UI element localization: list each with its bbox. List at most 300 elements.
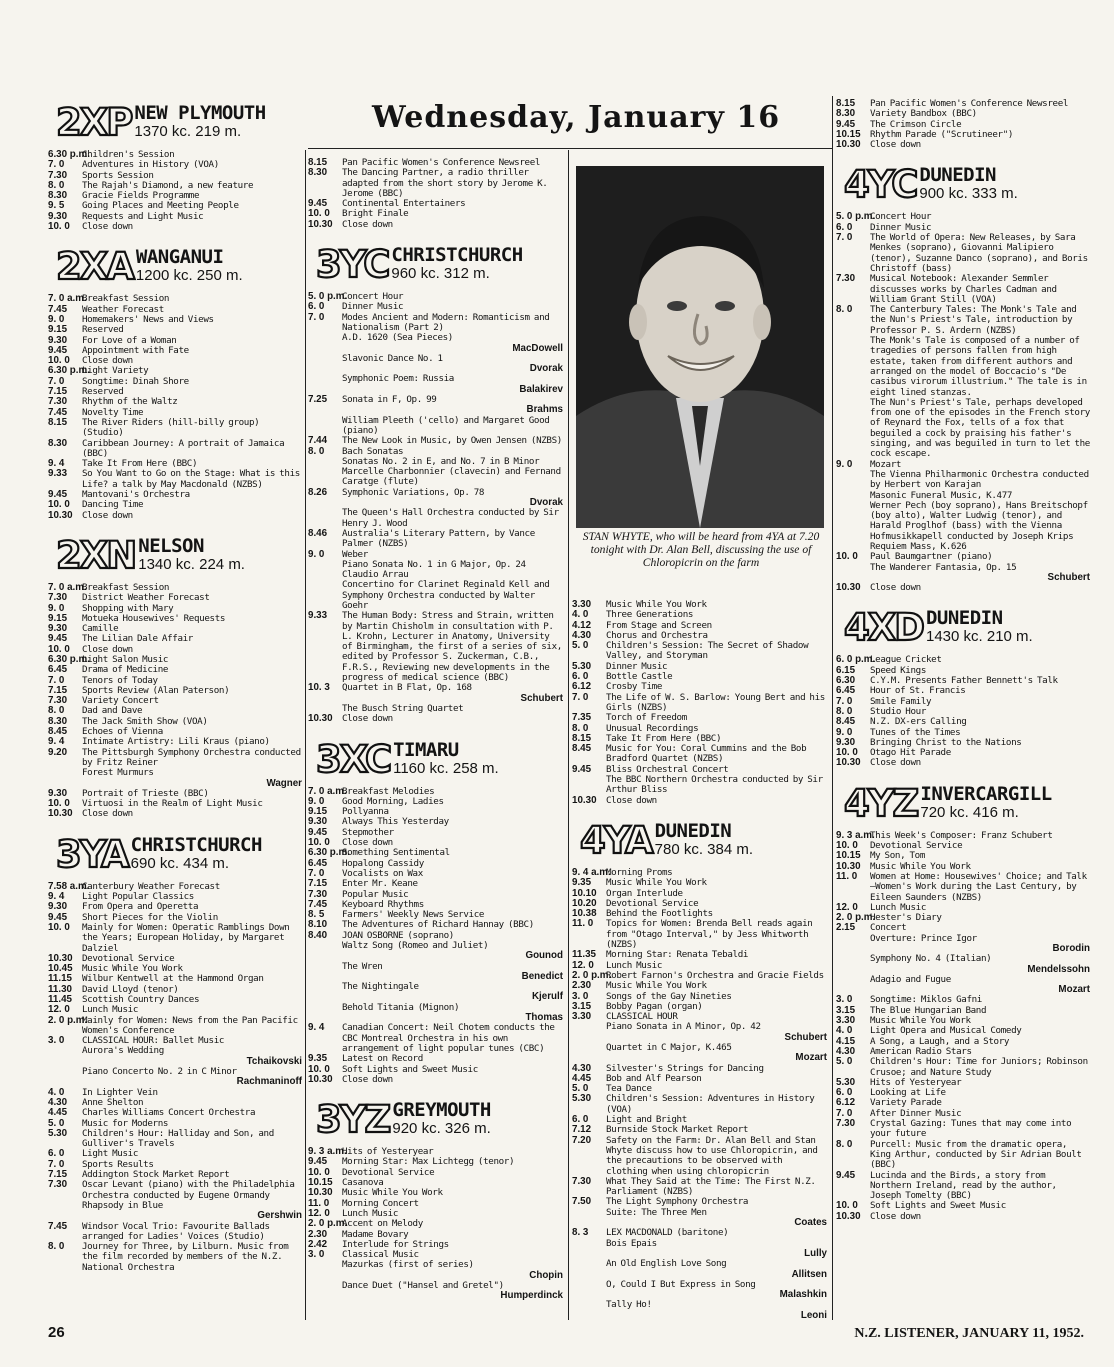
programme-title: Soft Lights and Sweet Music	[342, 1063, 478, 1075]
programme-time: 3. 0	[308, 1249, 325, 1261]
programme-title: Bob and Alf Pearson	[606, 1072, 702, 1084]
programme-entry	[836, 758, 1090, 768]
programme-time: 9.30	[48, 210, 68, 222]
programme-title: Otago Hit Parade	[870, 747, 951, 759]
programme-time	[836, 934, 870, 944]
programme-time	[308, 416, 342, 437]
programme-time: 9. 4	[308, 1022, 325, 1034]
programme-time: 7.35	[572, 712, 592, 724]
programme-time: 6.15	[836, 664, 856, 676]
programme-time	[836, 491, 870, 501]
station-callsign: 4YZ	[844, 781, 918, 825]
programme-time	[48, 1201, 82, 1211]
station-city: GREYMOUTH	[392, 1099, 491, 1122]
spacer	[308, 725, 563, 733]
programme-title: Silvester's Strings for Dancing	[606, 1062, 764, 1074]
programme-title: Tunes of the Times	[870, 726, 961, 738]
programme-time: 7.30	[48, 1179, 68, 1191]
programme-title: CLASSICAL HOUR: Ballet Music	[82, 1035, 225, 1047]
programme-entry	[308, 1219, 563, 1229]
programme-time: 8. 3	[572, 1227, 589, 1239]
programme-time: 8. 0	[836, 1138, 853, 1150]
station-city: DUNEDIN	[654, 819, 732, 842]
programme-time: 10. 0	[836, 747, 858, 759]
spacer	[308, 230, 563, 238]
spacer	[308, 1085, 563, 1093]
programme-title: Slavonic Dance No. 1	[342, 352, 443, 364]
programme-title: Variety Concert	[82, 695, 159, 707]
programme-entry	[308, 714, 563, 724]
programme-time: 8.30	[836, 108, 856, 120]
programme-entry	[572, 1300, 827, 1310]
programme-title: Light Variety	[82, 365, 149, 377]
programme-title: Piano Sonata No. 1 in G Major, Op. 24 Claudio Arrau	[342, 558, 526, 581]
composer: Lully	[804, 1247, 827, 1259]
programme-time: 11. 0	[572, 918, 594, 930]
programme-title: Hour of St. Francis	[870, 685, 966, 697]
station-frequency: 1370 kc. 219 m.	[134, 123, 242, 140]
spacer	[308, 1302, 563, 1310]
programme-title: Farmers' Weekly News Service	[342, 909, 485, 921]
station-callsign: 4XD	[844, 606, 923, 650]
programme-title: Close down	[82, 509, 133, 521]
programme-time: 10. 0	[308, 837, 330, 849]
portrait-image	[576, 166, 824, 528]
programme-time: 10. 0	[836, 551, 858, 563]
programme-title: Light Music	[82, 1148, 138, 1160]
programme-entry	[572, 919, 827, 950]
programme-entry	[836, 1140, 1090, 1171]
page-number: 26	[48, 1324, 65, 1341]
programme-title: David Lloyd (tenor)	[82, 983, 179, 995]
programme-title: Piano Concerto No. 2 in C Minor	[82, 1066, 237, 1078]
programme-time: 9.45	[572, 763, 592, 775]
page-footer: N.Z. LISTENER, JANUARY 11, 1952.	[854, 1326, 1084, 1341]
programme-title: Adagio and Fugue	[870, 973, 951, 985]
programme-title: O, Could I But Express in Song	[606, 1278, 756, 1290]
programme-time: 6. 0 p.m.	[836, 654, 876, 666]
programme-time: 6.45	[308, 857, 328, 869]
programme-entry	[572, 1177, 827, 1198]
programme-title: Bobby Pagan (organ)	[606, 1000, 703, 1012]
programme-title: From Stage and Screen	[606, 619, 712, 631]
programme-time: 10.30	[308, 713, 333, 725]
programme-title: Going Places and Meeting People	[82, 200, 239, 212]
programme-time	[308, 560, 342, 581]
programme-title: Crosby Time	[606, 681, 662, 693]
programme-time: 9.30	[48, 787, 68, 799]
programme-title: The Monk's Tale is composed of a number of tragedies of persons fallen from high estate, taken from different authors and arranged on the model of Boccacio's "De casibus virorum illustrium." The tale is in eight lined stanzas.	[870, 335, 1087, 398]
programme-title: The Rajah's Diamond, a new feature	[82, 179, 254, 191]
station-block	[836, 164, 1090, 601]
station-details	[919, 166, 1017, 202]
programme-time: 11.30	[48, 983, 72, 995]
programme-title: Topics for Women: Brenda Bell reads again from "Otago Interval," by Jess Whitworth (NZBS)	[606, 918, 813, 951]
station-frequency: 1160 kc. 258 m.	[393, 759, 499, 777]
programme-time: 9. 4	[48, 736, 65, 748]
programme-time: 7.15	[48, 684, 68, 696]
programme-title: Vocalists on Wax	[342, 867, 423, 879]
programme-entry	[308, 1023, 563, 1054]
programme-title: Hester's Diary	[870, 912, 942, 924]
programme-entry	[308, 395, 563, 405]
programme-time: 9.30	[48, 623, 68, 635]
programme-title: Sports Review (Alan Paterson)	[82, 684, 230, 696]
station-callsign: 2XN	[56, 533, 136, 577]
programme-title: A Song, a Laugh, and a Story	[870, 1035, 1010, 1047]
programme-time: 8.45	[572, 743, 592, 755]
station-header	[56, 101, 302, 144]
programme-title: Popular Music	[342, 888, 409, 900]
programme-title: Madame Bovary	[342, 1228, 409, 1240]
programme-title: Intimate Artistry: Lili Kraus (piano)	[82, 736, 270, 748]
programme-title: Songtime: Miklos Gafni	[870, 994, 982, 1006]
programme-title: Bottle Castle	[606, 671, 673, 683]
programme-entry	[308, 580, 563, 611]
composer: Gershwin	[257, 1210, 302, 1222]
programme-title: Children's Session	[82, 149, 175, 160]
station-header	[580, 818, 827, 862]
spacer	[48, 1273, 302, 1281]
programme-time: 10.30	[308, 1187, 333, 1199]
programme-time: 5. 0	[572, 1083, 589, 1095]
programme-time: 10.10	[572, 887, 597, 899]
station-callsign: 4YC	[844, 163, 917, 207]
programme-time: 9.30	[48, 334, 68, 346]
programme-title: Bach Sonatas	[342, 445, 404, 457]
programme-title: Something Sentimental	[342, 847, 450, 859]
station-header	[316, 1098, 563, 1142]
programme-time: 7. 0	[308, 867, 325, 879]
station-city: WANGANUI	[135, 246, 224, 269]
programme-time: 6.30 p.m.	[48, 653, 90, 665]
programme-time: 2. 0 p.m.	[572, 969, 612, 981]
programme-time: 7.45	[308, 898, 328, 910]
composer: Thomas	[525, 1012, 563, 1024]
programme-entry	[572, 1259, 827, 1269]
programme-time: 3.30	[836, 1015, 856, 1027]
programme-time	[308, 1003, 342, 1013]
programme-time: 7.25	[308, 394, 328, 406]
programme-time: 9.33	[48, 468, 68, 480]
programme-time: 6. 0	[836, 221, 853, 233]
programme-entry	[572, 878, 827, 888]
programme-title: Motueka Housewives' Requests	[82, 612, 226, 624]
programme-title: Looking at Life	[870, 1087, 946, 1099]
programme-time: 4. 0	[836, 1025, 853, 1037]
programme-time: 7. 0 a.m.	[48, 581, 87, 593]
programme-time	[48, 768, 82, 778]
programme-entry	[308, 508, 563, 529]
programme-title: Sports Session	[82, 169, 154, 181]
programme-time: 4.45	[48, 1107, 68, 1119]
programme-title: Symphonic Variations, Op. 78	[342, 486, 485, 498]
programme-time	[308, 508, 342, 529]
programme-time: 7.12	[572, 1124, 592, 1136]
programme-title: Short Pieces for the Violin	[82, 911, 218, 923]
programme-title: Echoes of Vienna	[82, 726, 163, 738]
programme-entry	[48, 768, 302, 778]
programme-title: Chorus and Orchestra	[606, 629, 708, 641]
programme-time: 10. 0	[308, 1166, 330, 1178]
programme-title: American Radio Stars	[870, 1045, 972, 1057]
composer: Kjerulf	[531, 991, 563, 1003]
programme-title: Lunch Music	[82, 1004, 138, 1016]
station-block	[308, 739, 563, 1094]
programme-time: 9. 0	[48, 313, 65, 325]
programme-title: The Nun's Priest's Tale, perhaps developed from one of the episodes in the French story of Reynard the Fox, tells of a fox that beguiled a cock by praising his father's singing, and was beguiled in turn to let the cock escape.	[870, 396, 1090, 460]
programme-entry	[48, 511, 302, 521]
station-header	[56, 533, 302, 577]
programme-entry	[308, 416, 563, 437]
programme-title: Novelty Time	[82, 406, 144, 418]
programme-title: Hits of Yesteryear	[870, 1076, 962, 1088]
programme-time: 3. 0	[572, 990, 589, 1002]
programme-time: 7.44	[308, 435, 328, 447]
programme-title: Pan Pacific Women's Conference Newsreel	[342, 157, 541, 168]
programme-time: 4.30	[48, 1096, 68, 1108]
programme-title: Children's Hour: Halliday and Son, and Gulliver's Travels	[82, 1127, 274, 1150]
programme-title: Scottish Country Dances	[82, 994, 200, 1005]
programme-time: 9.35	[572, 877, 592, 889]
programme-entry	[836, 583, 1090, 593]
column-divider	[568, 150, 569, 1320]
programme-title: Mainly for Women: Operatic Ramblings Down the Years; European Holiday, by Margaret Dalziel	[82, 921, 290, 954]
station-block	[836, 99, 1090, 158]
composer: Humperdinck	[500, 1290, 563, 1302]
programme-time: 2. 0 p.m.	[48, 1014, 88, 1026]
programme-time	[572, 1208, 606, 1218]
programme-entry	[48, 809, 302, 819]
composer: Malashkin	[779, 1289, 827, 1301]
programme-time: 8.30	[48, 190, 68, 202]
programme-title: Quartet in C Major, K.465	[606, 1041, 732, 1053]
station-block	[308, 158, 563, 238]
programme-time: 10.30	[308, 218, 333, 230]
programme-title: Close down	[870, 139, 921, 151]
programme-title: Devotional Service	[870, 840, 963, 852]
programme-title: Dance Duet ("Hansel and Gretel")	[342, 1280, 504, 1292]
programme-time: 7. 0	[48, 159, 65, 171]
composer: Dvorak	[529, 363, 563, 375]
programme-time: 2. 0 p.m.	[308, 1218, 348, 1230]
programme-title: The Blue Hungarian Band	[870, 1004, 987, 1016]
programme-title: Masonic Funeral Music, K.477	[870, 489, 1013, 501]
composer: Chopin	[529, 1269, 563, 1281]
programme-title: The Wanderer Fantasia, Op. 15	[870, 561, 1017, 573]
programme-title: Purcell: Music from the dramatic opera, King Arthur, conducted by Sir Adrian Boult (BBC)	[870, 1138, 1082, 1171]
programme-time: 8.46	[308, 527, 328, 539]
programme-title: Crystal Gazing: Tunes that may come into your future	[870, 1118, 1072, 1140]
programme-time	[308, 467, 342, 488]
programme-time	[572, 1259, 606, 1269]
station-frequency: 960 kc. 312 m.	[391, 265, 490, 283]
station-callsign: 3YZ	[316, 1098, 390, 1142]
spacer	[836, 593, 1090, 601]
programme-title: Light Opera and Musical Comedy	[870, 1025, 1022, 1037]
programme-time: 4.30	[572, 1062, 592, 1074]
programme-entry	[572, 1239, 827, 1249]
programme-time: 3.30	[572, 599, 592, 610]
programme-title: Concert	[870, 922, 907, 934]
spacer	[48, 820, 302, 828]
programme-title: The River Riders (hill-billy group) (Studio)	[82, 416, 260, 439]
programme-title: Dinner Music	[342, 301, 404, 313]
column-3	[572, 600, 827, 1329]
programme-title: The Pittsburgh Symphony Orchestra conducted by Fritz Reiner	[82, 746, 301, 768]
programme-time: 7.30	[48, 169, 68, 181]
programme-title: Shopping with Mary	[82, 602, 174, 614]
programme-title: Gracie Fields Programme	[82, 190, 200, 202]
programme-title: Behold Titania (Mignon)	[342, 1001, 460, 1013]
programme-time: 10.45	[48, 963, 73, 975]
column-divider	[305, 150, 306, 1320]
programme-title: Quartet in B Flat, Op. 168	[342, 682, 472, 694]
programme-entry	[48, 1222, 302, 1243]
spacer	[836, 769, 1090, 777]
programme-title: Morning Proms	[606, 866, 673, 878]
programme-time: 7.30	[836, 1118, 856, 1130]
programme-time: 10.38	[572, 908, 597, 920]
programme-time: 2.30	[308, 1228, 328, 1240]
composer: Leoni	[800, 1309, 827, 1321]
programme-title: Virtuosi in the Realm of Light Music	[82, 798, 263, 810]
programme-time	[308, 982, 342, 992]
programme-title: Close down	[342, 713, 393, 725]
programme-entry	[836, 501, 1090, 542]
programme-title: Rhapsody in Blue	[82, 1199, 163, 1211]
programme-time: 10.30	[308, 1073, 333, 1085]
programme-title: Close down	[870, 757, 921, 769]
programme-time: 11.15	[48, 973, 72, 985]
programme-time: 8.10	[308, 919, 328, 931]
programme-time: 7.30	[48, 396, 68, 408]
programme-title: Keyboard Rhythms	[342, 898, 424, 910]
stan-whyte-photo	[576, 166, 824, 528]
programme-title: Soft Lights and Sweet Music	[870, 1200, 1006, 1212]
programme-title: The Wren	[342, 960, 383, 972]
programme-time: 10. 0	[308, 208, 330, 220]
programme-time	[836, 563, 870, 573]
programme-time: 9.45	[836, 118, 856, 130]
programme-time: 9.30	[836, 736, 856, 748]
spacer	[48, 232, 302, 240]
programme-time: 8. 0	[48, 705, 65, 717]
photo-caption: STAN WHYTE, who will be heard from 4YA at 7.20 tonight with Dr. Alan Bell, discussing the use of Chloropicrin on the farm	[582, 530, 820, 569]
spacer	[572, 806, 827, 814]
programme-time: 12. 0	[48, 1004, 70, 1016]
composer: Allitsen	[791, 1268, 827, 1280]
programme-time: 12. 0	[572, 959, 594, 971]
programme-entry	[308, 1075, 563, 1085]
programme-time: 5.30	[572, 660, 592, 672]
station-block	[48, 535, 302, 828]
programme-time: 10.30	[572, 794, 597, 806]
programme-time	[836, 336, 870, 398]
programme-title: Aurora's Wedding	[82, 1045, 164, 1057]
composer: Mozart	[1058, 984, 1090, 996]
programme-title: Close down	[342, 837, 393, 849]
programme-time: 10.15	[836, 128, 861, 140]
programme-title: Mantovani's Orchestra	[82, 489, 190, 501]
programme-title: Werner Pech (boy soprano), Hans Breitschopf (boy alto), Walter Ludwig (tenor), and Harald Proglhof (bass) with the Vienna Hofmusikkapell conducted by Joseph Krips	[870, 499, 1088, 542]
programme-title: Pan Pacific Women's Conference Newsreel	[870, 98, 1069, 109]
programme-title: Addington Stock Market Report	[82, 1169, 230, 1181]
programme-title: Marcelle Charbonnier (clavecin) and Fernand Caratge (flute)	[342, 466, 561, 488]
programme-entry	[308, 982, 563, 992]
programme-title: Bringing Christ to the Nations	[870, 736, 1022, 748]
programme-title: The Dancing Partner, a radio thriller adapted from the short story by Jerome K. Jerome (BBC)	[342, 167, 548, 199]
programme-time: 7. 0	[836, 1107, 853, 1119]
station-header	[316, 737, 563, 781]
programme-title: Good Morning, Ladies	[342, 795, 444, 807]
programme-title: Musical Notebook: Alexander Semmler discusses works by Charles Cadman and William Grant Still (VOA)	[870, 273, 1057, 305]
station-header	[844, 606, 1090, 650]
programme-title: Devotional Service	[606, 897, 699, 909]
programme-time: 7.50	[572, 1196, 592, 1208]
programme-entry	[836, 305, 1090, 336]
programme-title: The Light Symphony Orchestra	[606, 1196, 749, 1208]
programme-time	[48, 1046, 82, 1056]
programme-title: The Busch String Quartet	[342, 702, 464, 714]
programme-title: Smile Family	[870, 695, 932, 707]
programme-title: Weather Forecast	[82, 303, 164, 315]
programme-entry	[836, 1171, 1090, 1202]
programme-title: Devotional Service	[82, 952, 175, 964]
programme-time: 9.30	[308, 816, 328, 828]
programme-time: 9.20	[48, 746, 68, 758]
programme-time: 9. 3 a.m.	[308, 1146, 347, 1158]
programme-time: 8. 0	[572, 722, 589, 734]
programme-entry	[308, 354, 563, 364]
programme-time: 9. 0	[836, 726, 853, 738]
composer: Schubert	[784, 1031, 827, 1043]
station-header	[844, 163, 1090, 207]
programme-time: 10.30	[48, 952, 73, 964]
programme-title: Close down	[82, 643, 133, 655]
programme-time: 6.12	[572, 681, 592, 693]
station-details	[130, 833, 262, 872]
station-header	[56, 245, 302, 289]
programme-title: For Love of a Woman	[82, 334, 177, 346]
programme-title: The Human Body: Stress and Strain, written by Martin Chisholm in consultation with P. L. Krohn, Lecturer in Anatomy, University of Birmingham, the first of a series of six, edited by Professor S. Zuckerman, C.B., F.R.S., Reviewing new developments in the progress of medical science (BBC)	[342, 610, 562, 684]
programme-time: 9.15	[48, 324, 68, 336]
programme-time: 8. 5	[308, 909, 325, 921]
programme-time: 5.30	[836, 1076, 856, 1088]
programme-title: Lucinda and the Birds, a story from Northern Ireland, read by the author, Joseph Tomelty (BBC)	[870, 1169, 1057, 1202]
programme-title: Sports Results	[82, 1158, 154, 1170]
programme-time: 9. 4 a.m.	[572, 866, 611, 878]
programme-time: 11.35	[572, 949, 596, 961]
programme-time: 10.30	[836, 1210, 861, 1222]
programme-time: 9. 3 a.m.	[836, 829, 875, 841]
programme-time: 7.15	[48, 1169, 68, 1181]
programme-time: 6. 0	[308, 301, 325, 313]
programme-time: 9.45	[48, 633, 68, 645]
programme-title: Light Popular Classics	[82, 891, 194, 903]
programme-time: 5. 0	[572, 640, 589, 652]
programme-title: Pollyanna	[342, 806, 389, 818]
programme-time	[836, 470, 870, 491]
station-block	[308, 1099, 563, 1309]
programme-title: Accent on Melody	[342, 1218, 423, 1230]
programme-time: 10. 0	[48, 643, 70, 655]
station-callsign: 3YA	[56, 832, 128, 876]
programme-title: Charles Williams Concert Orchestra	[82, 1107, 256, 1119]
programme-title: Reserved	[82, 324, 124, 336]
station-details	[134, 104, 265, 140]
programme-time	[308, 354, 342, 364]
